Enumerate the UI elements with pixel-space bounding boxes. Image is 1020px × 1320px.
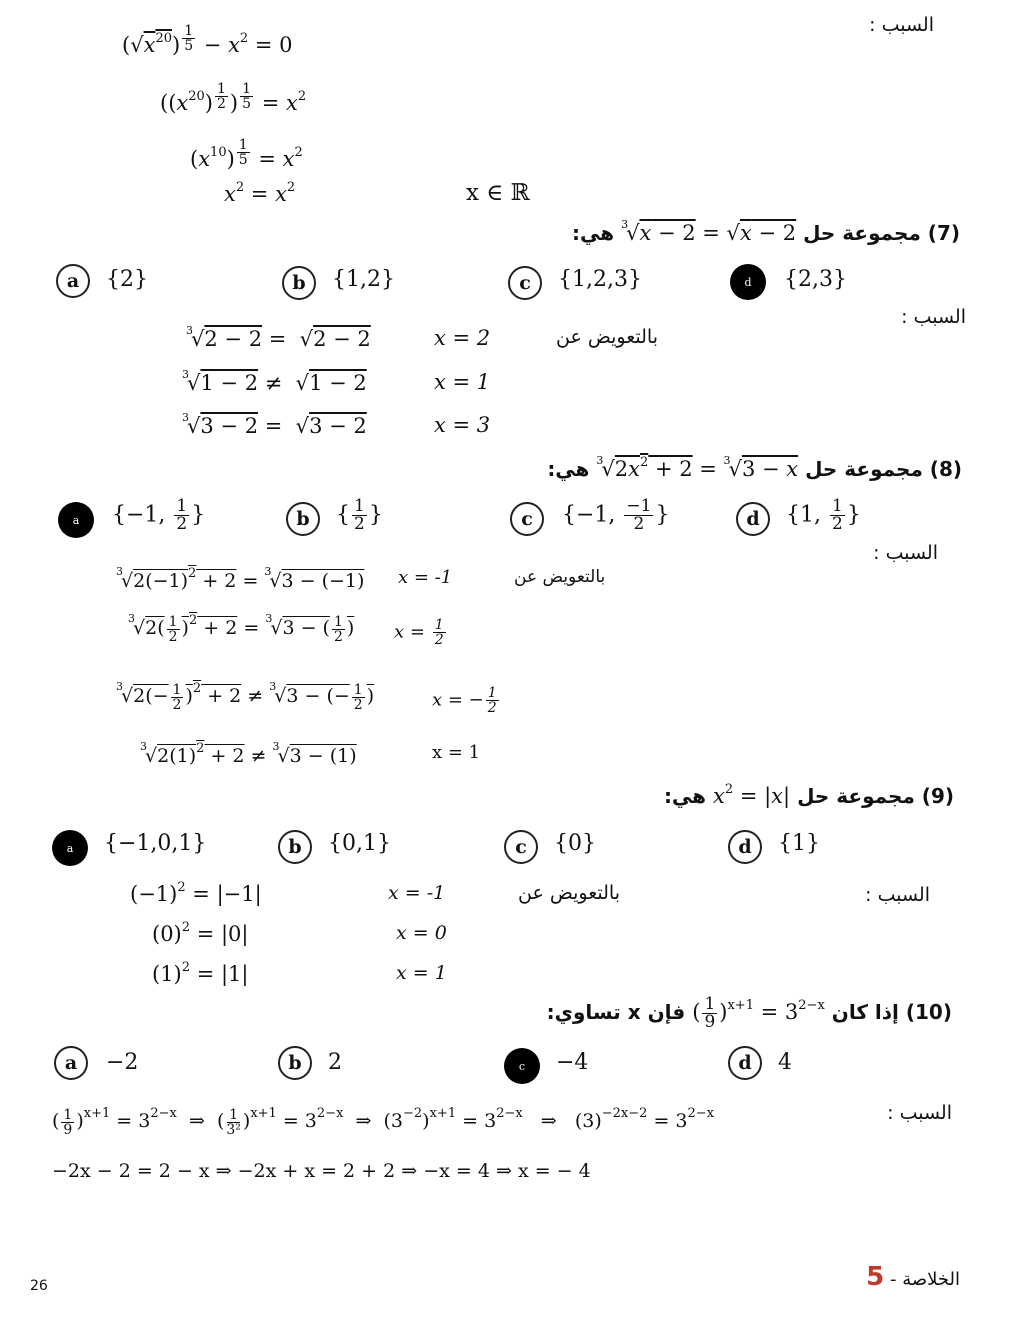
q9-reason-label: السبب : [865, 884, 930, 906]
q10-option-b: 2 [328, 1050, 342, 1075]
chapter-number: 5 [866, 1262, 885, 1292]
q8-work-4-x: x = 1 [432, 742, 481, 763]
q10-option-d-marker[interactable]: d [728, 1046, 762, 1080]
q10-option-a-marker[interactable]: a [54, 1046, 88, 1080]
q8-work-2-x: x = $\frac{1}{2}$ [394, 617, 444, 648]
top-line-1: $(√x^{20})$ $^{\frac{1}{5}}$ − $x^2 = 0$ [122, 23, 293, 57]
q7-option-c: {1,2,3} [558, 267, 642, 292]
q9-work-1: $(-1)^2 = |-1|$ [130, 880, 262, 906]
q8-title: (8) مجموعة حل $^3√2x^2 + 2 = ^3√3 - x$ هي: [547, 454, 962, 481]
q10-title: (10) إذا كان ( $\frac{1}{9}$ )$^{x+1} = 3^{2-x}$ فإن x تساوي: [546, 994, 952, 1032]
q9-work-3: $(1)^2 = |1|$ [152, 960, 249, 986]
q8-work-1-x: x = -1 [398, 567, 453, 588]
q7-subst-label: بالتعويض عن [556, 326, 658, 348]
q7-option-b: {1,2} [332, 267, 395, 292]
q8-option-d-marker[interactable]: d [736, 502, 770, 536]
reason-label: السبب : [869, 14, 934, 36]
q7-option-b-marker[interactable]: b [282, 266, 316, 300]
top-result: x ∈ ℝ [466, 180, 530, 206]
q8-work-3: $^3$√2(− $\frac{1}{2}$ )$^2$ + 2 ≠ $^3$√3 − (− $\frac{1}{2}$ ) [116, 680, 375, 713]
q9-work-1-x: x = -1 [388, 882, 446, 904]
q10-work-line2: −2x − 2 = 2 − x ⇒ −2x + x = 2 + 2 ⇒ −x = 4 ⇒ x = − 4 [52, 1160, 591, 1182]
q7-option-c-marker[interactable]: c [508, 266, 542, 300]
q9-option-d-marker[interactable]: d [728, 830, 762, 864]
q8-work-1: $^3√2(-1)^2 + 2 = ^3√3 - (-1)$ [116, 565, 365, 592]
q9-option-a: {−1,0,1} [104, 831, 207, 856]
q8-option-a-marker[interactable]: a [58, 502, 94, 538]
q10-option-c-marker[interactable]: c [504, 1048, 540, 1084]
chapter-label [866, 1262, 960, 1292]
q9-option-d: {1} [778, 831, 820, 856]
q9-work-2-x: x = 0 [396, 922, 447, 944]
q8-subst-label: بالتعويض عن [514, 567, 606, 587]
q7-option-a-marker[interactable]: a [56, 264, 90, 298]
q8-option-a: {−1, $\frac{1}{2}$ } [112, 496, 206, 534]
q7-option-d-marker[interactable]: d [730, 264, 766, 300]
q9-work-3-x: x = 1 [396, 962, 447, 984]
chapter-text: الخلاصة - [890, 1269, 960, 1290]
q7-option-d: {2,3} [784, 267, 847, 292]
q8-option-c-marker[interactable]: c [510, 502, 544, 536]
q8-option-c: {−1, $\frac{-1}{2}$ } [562, 496, 670, 534]
q7-reason-label: السبب : [901, 306, 966, 328]
q8-work-4: $^3√2(1)^2 + 2 \ne ^3√3 - (1)$ [140, 740, 357, 767]
q10-option-b-marker[interactable]: b [278, 1046, 312, 1080]
q7-work-3-x: x = 3 [434, 413, 491, 437]
q9-title: (9) مجموعة حل $x^2 = |x|$ هي: [663, 782, 954, 808]
q8-work-3-x: x = − $\frac{1}{2}$ [432, 685, 497, 716]
top-line-2: ($(x^{20})$ $^{\frac{1}{2}}$ ) $^{\frac{1}{5}}$ = $x^2$ [160, 81, 307, 115]
page-number: 26 [30, 1278, 48, 1294]
q10-reason-label: السبب : [887, 1102, 952, 1124]
q7-work-1-x: x = 2 [434, 326, 491, 350]
top-line-3: $(x^{10})$ $^{\frac{1}{5}}$ = $x^2$ [190, 137, 303, 171]
q7-option-a: {2} [106, 267, 148, 292]
q9-option-c: {0} [554, 831, 596, 856]
q7-work-3: $^3$√3 − 2 = √3 − 2 [182, 411, 367, 438]
q8-work-2: $^3$√2( $\frac{1}{2}$ )$^2$ + 2 = $^3$√3 − ( $\frac{1}{2}$ ) [128, 612, 355, 645]
q8-option-b: { $\frac{1}{2}$ } [336, 496, 383, 534]
q7-work-1: $^3$√2 − 2 = √2 − 2 [186, 324, 371, 351]
q7-title: (7) مجموعة حل $^3$√x − 2 = √x − 2 هي: [571, 218, 960, 245]
q10-option-a: −2 [106, 1050, 139, 1075]
q10-option-d: 4 [778, 1050, 792, 1075]
q10-work-line1: ( $\frac{1}{9}$ )$^{x+1} = 3^{2-x}$ ⇒ ( $\frac{1}{\text{3²}}$ )$^{x+1} = 3^{2-x}$ ⇒ $(3^{-2})^{x+1} = 3^{2-x}$ ⇒ $(3)^{-2x-2} = 3^{2-x}$ [52, 1106, 715, 1138]
q7-work-2: $^3$√1 − 2 ≠ √1 − 2 [182, 368, 367, 395]
top-line-4: $x^2 = x^2$ [224, 180, 296, 206]
q9-option-b-marker[interactable]: b [278, 830, 312, 864]
q9-subst-label: بالتعويض عن [518, 882, 620, 904]
q8-reason-label: السبب : [873, 542, 938, 564]
q7-work-2-x: x = 1 [434, 370, 491, 394]
q9-option-b: {0,1} [328, 831, 391, 856]
q9-option-c-marker[interactable]: c [504, 830, 538, 864]
q10-option-c: −4 [556, 1050, 589, 1075]
q9-work-2: $(0)^2 = |0|$ [152, 920, 249, 946]
q8-option-b-marker[interactable]: b [286, 502, 320, 536]
q9-option-a-marker[interactable]: a [52, 830, 88, 866]
q8-option-d: {1, $\frac{1}{2}$ } [786, 496, 861, 534]
